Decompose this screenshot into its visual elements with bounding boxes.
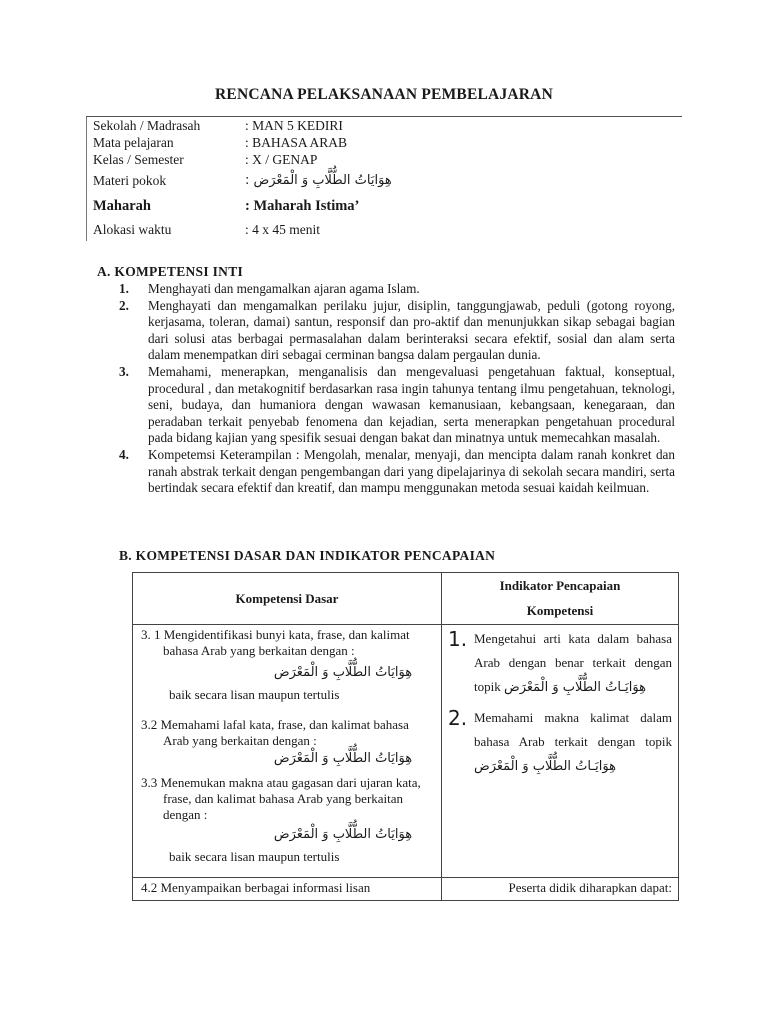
info-label: Maharah bbox=[93, 198, 151, 214]
info-row-class bbox=[86, 151, 682, 168]
indicator-text-body: Memahami makna kalimat dalam bahasa Arab terkait dengan topik bbox=[474, 710, 672, 749]
indicator-item bbox=[448, 627, 672, 700]
kd-after: baik secara lisan maupun tertulis bbox=[169, 687, 340, 702]
indicator-text bbox=[474, 627, 672, 700]
basic-competency-cell bbox=[133, 625, 442, 878]
kd-item bbox=[141, 775, 435, 865]
kd-item bbox=[141, 717, 435, 767]
core-competency-list bbox=[119, 281, 675, 497]
info-value: : Maharah Istima’ bbox=[245, 198, 360, 214]
indicator-number: 2. bbox=[448, 706, 468, 730]
kd-arabic: هِوَايَاتُ الطُّلَّابِ وَ الْمَعْرَض bbox=[273, 751, 413, 766]
info-value: : X / GENAP bbox=[245, 152, 318, 167]
kd-after: baik secara lisan maupun tertulis bbox=[169, 849, 340, 864]
info-row-time bbox=[86, 218, 682, 242]
list-item bbox=[119, 281, 675, 298]
identity-block bbox=[86, 116, 682, 242]
header-indicator-line2: Kompetensi bbox=[526, 603, 594, 618]
indicator-arabic: هِوَايَـاتُ الطُّلَّابِ وَ الْمَعْرَض bbox=[474, 759, 616, 774]
section-b-heading: B. KOMPETENSI DASAR DAN INDIKATOR PENCAPAIAN bbox=[119, 548, 496, 563]
list-item bbox=[119, 447, 675, 497]
basic-competency-cell: 4.2 Menyampaikan berbagai informasi lisan bbox=[133, 878, 442, 901]
kd-item bbox=[141, 627, 435, 703]
competency-table bbox=[132, 572, 679, 901]
list-number: 3. bbox=[119, 363, 129, 379]
kd-text: 3. 1 Mengidentifikasi bunyi kata, frase, dan kalimat bahasa Arab yang berkaitan dengan : bbox=[141, 627, 410, 658]
info-value-arabic: : هِوَايَاتُ الطُّلَّابِ وَ الْمَعْرَض bbox=[245, 173, 392, 188]
info-value: : 4 x 45 menit bbox=[245, 222, 320, 237]
list-text: Memahami, menerapkan, menganalisis dan mengevaluasi pengetahuan faktual, konseptual, procedural , dan metakognitif berdasarkan rasa ingin tahunya tentang ilmu pengetahuan, teknologi, seni, budaya, dan humaniora dengan wawasan kemanusiaan, kebangsaan, kenegaraan, dan peradaban terkait penyebab fenomena dan kejadian, serta menerapkan pengetahuan procedural pada bidang kajian yang spesifik sesuai dengan bakat dan minatnya untuk memecahkan masalah. bbox=[148, 363, 675, 446]
indicator-arabic: هِوَايَـاتُ الطُّلَّابِ وَ الْمَعْرَض bbox=[503, 680, 646, 695]
info-row-subject bbox=[86, 134, 682, 151]
page-title: RENCANA PELAKSANAAN PEMBELAJARAN bbox=[215, 86, 553, 103]
list-item bbox=[119, 298, 675, 364]
kd-arabic: هِوَايَاتُ الطُّلَّابِ وَ الْمَعْرَض bbox=[273, 665, 413, 680]
table-row bbox=[133, 625, 679, 878]
info-value: : BAHASA ARAB bbox=[245, 135, 348, 150]
info-row-school bbox=[86, 117, 682, 134]
info-row-topic bbox=[86, 168, 682, 194]
kd-arabic: هِوَايَاتُ الطُّلَّابِ وَ الْمَعْرَض bbox=[273, 827, 413, 842]
info-label: Sekolah / Madrasah bbox=[93, 118, 201, 133]
header-basic-competency: Kompetensi Dasar bbox=[133, 573, 442, 625]
info-row-maharah bbox=[86, 194, 682, 218]
identity-left-border bbox=[86, 117, 87, 241]
kd-text: 3.3 Menemukan makna atau gagasan dari ujaran kata, frase, dan kalimat bahasa Arab yang berkaitan dengan : bbox=[141, 775, 421, 822]
indicator-cell bbox=[442, 625, 679, 878]
info-label: Alokasi waktu bbox=[93, 222, 172, 237]
list-number: 2. bbox=[119, 297, 129, 313]
indicator-text bbox=[474, 706, 672, 779]
kd-text: 3.2 Memahami lafal kata, frase, dan kalimat bahasa Arab yang berkaitan dengan : bbox=[141, 717, 409, 748]
info-value: : MAN 5 KEDIRI bbox=[245, 118, 343, 133]
info-label: Mata pelajaran bbox=[93, 135, 174, 150]
header-indicator-line1: Indikator Pencapaian bbox=[499, 578, 621, 593]
indicator-cell: Peserta didik diharapkan dapat: bbox=[442, 878, 679, 901]
list-item bbox=[119, 364, 675, 447]
list-number: 1. bbox=[119, 281, 129, 296]
list-text: Menghayati dan mengamalkan ajaran agama Islam. bbox=[148, 281, 420, 296]
indicator-text-body: Mengetahui arti kata dalam bahasa Arab dengan benar terkait dengan topik bbox=[474, 631, 672, 694]
section-a-heading: A. KOMPETENSI INTI bbox=[97, 264, 244, 279]
indicator-number: 1. bbox=[448, 627, 468, 651]
table-row bbox=[133, 878, 679, 901]
list-text: Menghayati dan mengamalkan perilaku jujur, disiplin, tanggungjawab, peduli (gotong royong, kerjasama, toleran, damai) santun, responsif dan pro-aktif dan menunjukkan sikap sebagai bagian dari solusi atas berbagai permasalahan dalam berinteraksi secara efektif, sosial dan alam serta dalam menempatkan diri sebagai cerminan bangsa dalam pergaulan dunia. bbox=[148, 297, 675, 363]
header-indicator bbox=[442, 573, 679, 625]
table-header-row bbox=[133, 573, 679, 625]
info-label: Kelas / Semester bbox=[93, 152, 184, 167]
info-label: Materi pokok bbox=[93, 173, 167, 188]
list-number: 4. bbox=[119, 446, 129, 462]
list-text: Kompetemsi Keterampilan : Mengolah, menalar, menyaji, dan mencipta dalam ranah konkret dan ranah abstrak terkait dengan pengembangan dari yang dipelajarinya di sekolah secara mandiri, serta bertindak secara efektif dan kreatif, dan mampu menggunakan metoda sesuai kaidah keilmuan. bbox=[148, 446, 675, 496]
indicator-item bbox=[448, 706, 672, 779]
